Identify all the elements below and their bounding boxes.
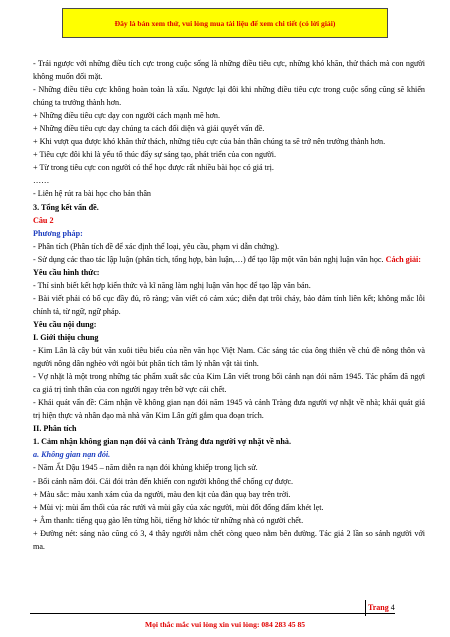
paragraph-text: + Mùi vị: mùi ẩm thối của rác rưởi và mùi gây của xác người, mùi đốt đống đấm khét lẹt. [33, 502, 324, 512]
paragraph-text: II. Phân tích [33, 424, 77, 434]
paragraph-text: Câu 2 [33, 215, 54, 225]
paragraph [33, 161, 425, 174]
paragraph-text: - Phân tích (Phân tích đề để xác định thể loại, yêu cầu, phạm vi dẫn chứng). [33, 241, 280, 251]
paragraph-text: + Những điều tiêu cực dạy con người cách mạnh mẽ hơn. [33, 111, 221, 121]
paragraph [33, 201, 425, 214]
paragraph-text: + Từ trong tiêu cực con người có thể học được rất nhiều bài học có giá trị. [33, 163, 274, 173]
paragraph-text: - Bối cảnh năm đói. Cái đói tràn đến khiến con người không thể chống cự được. [33, 476, 294, 486]
paragraph-text: + Tiêu cực đôi khi là yếu tố thúc đẩy sự sáng tạo, phát triển của con người. [33, 150, 276, 160]
paragraph [33, 488, 425, 501]
page-number [368, 603, 395, 612]
paragraph-text: - Sử dụng các thao tác lập luận (phân tích, tổng hợp, bàn luận,…) để tạo lập một văn bản nghị luận văn học. [33, 254, 384, 264]
paragraph [33, 187, 425, 200]
method-heading: Cách giải: [383, 254, 422, 264]
paragraph [33, 122, 425, 135]
paragraph-text: + Âm thanh: tiếng quạ gào lên từng hồi, tiếng hờ khóc từ những nhà có người chết. [33, 515, 304, 525]
paragraph-text: - Kim Lân là cây bút văn xuôi tiêu biểu của nền văn học Việt Nam. Các sáng tác của ông thiên về chủ đề nông thôn và người nông dân nghèo với ngòi bút phân tích tâm lý nhân vật tài tình. [33, 346, 425, 369]
paragraph [33, 461, 425, 474]
paragraph [33, 135, 425, 148]
paragraph-text: - Trái ngược với những điều tích cực trong cuộc sống là những điều tiêu cực, những khó khăn, thử thách mà con người không muốn đối mặt. [33, 59, 425, 82]
paragraph-text: Phương pháp: [33, 228, 83, 238]
paragraph [33, 148, 425, 161]
paragraph [33, 344, 425, 370]
paragraph-text: - Những điều tiêu cực không hoàn toàn là xấu. Ngược lại đôi khi những điều tiêu cực trong cuộc sống cũng sẽ khiến chúng ta trưởng thành hơn. [33, 85, 425, 108]
paragraph-text: + Những điều tiêu cực dạy chúng ta cách đối diện và giải quyết vấn đề. [33, 124, 265, 134]
footer-separator [365, 600, 366, 616]
paragraph [33, 527, 425, 553]
preview-banner-text: Đây là bản xem thử, vui lòng mua tài liệu để xem chi tiết (có lời giải) [114, 18, 336, 28]
paragraph [33, 435, 425, 448]
paragraph-text: - Thí sinh biết kết hợp kiến thức và kĩ năng làm nghị luận văn học để tạo lập văn bản. [33, 280, 311, 290]
paragraph [33, 109, 425, 122]
paragraph [33, 227, 425, 240]
paragraph [33, 57, 425, 83]
paragraph [33, 292, 425, 318]
paragraph-text: I. Giới thiệu chung [33, 332, 99, 342]
paragraph [33, 240, 425, 253]
paragraph [33, 370, 425, 396]
paragraph [33, 331, 425, 344]
paragraph-text: 1. Cảm nhận không gian nạn đói và cảnh Tràng đưa người vợ nhặt về nhà. [33, 437, 291, 447]
paragraph-text: …… [33, 176, 50, 186]
paragraph-text: - Khái quát vấn đề: Cảm nhận về không gian nạn đói năm 1945 và cảnh Tràng đưa người vợ nhặt về nhà; khái quát giá trị hiện thực và nhân đạo mà nhà văn Kim Lân gửi gắm qua đoạn trích. [33, 398, 425, 421]
page-label: Trang [368, 603, 389, 612]
paragraph [33, 253, 425, 266]
page-number-value: 4 [390, 603, 395, 612]
paragraph [33, 83, 425, 109]
paragraph-text: + Đường nét: sáng nào cũng có 3, 4 thây người nằm chết còng queo nằm bên đường. Tác giả 2 lần so sánh người với ma. [33, 528, 425, 551]
footer-divider [30, 613, 395, 614]
paragraph [33, 422, 425, 435]
paragraph [33, 475, 425, 488]
paragraph-text: - Năm Ất Dậu 1945 – năm diễn ra nạn đói khủng khiếp trong lịch sử. [33, 463, 258, 473]
paragraph-text: + Khi vượt qua được khó khăn thử thách, những tiêu cực của bản thân chúng ta sẽ trở nên trưởng thành hơn. [33, 137, 386, 147]
paragraph [33, 448, 425, 461]
preview-banner [62, 8, 388, 38]
paragraph-text: 3. Tổng kết vấn đề. [33, 202, 99, 212]
paragraph [33, 279, 425, 292]
paragraph [33, 214, 425, 227]
paragraph-text: Yêu cầu hình thức: [33, 267, 100, 277]
paragraph-text: - Bài viết phải có bố cục đầy đủ, rõ ràng; văn viết có cảm xúc; diễn đạt trôi chảy, bảo đảm tính liên kết; không mắc lỗi chính tả, từ ngữ, ngữ pháp. [33, 293, 425, 316]
paragraph-text: a. Không gian nạn đói. [33, 450, 111, 460]
paragraph [33, 174, 425, 187]
hotline-text: Mọi thắc mắc vui lòng xin vui lòng: 084 283 45 85 [144, 620, 306, 629]
paragraph [33, 514, 425, 527]
paragraph-text: + Màu sắc: màu xanh xám của da người, màu đen kịt của đàn quạ bay trên trời. [33, 489, 291, 499]
paragraph-text: - Vợ nhặt là một trong những tác phẩm xuất sắc của Kim Lân viết trong bối cảnh nạn đói năm 1945. Tác phẩm đã ngợi ca giá trị tình thân của con người ngay trên bờ vực cái chết. [33, 372, 425, 395]
paragraph [33, 266, 425, 279]
paragraph [33, 318, 425, 331]
paragraph [33, 501, 425, 514]
document-body [33, 57, 425, 553]
paragraph-text: - Liên hệ rút ra bài học cho bản thân [33, 189, 151, 199]
paragraph-text: Yêu cầu nội dung: [33, 319, 97, 329]
paragraph [33, 396, 425, 422]
